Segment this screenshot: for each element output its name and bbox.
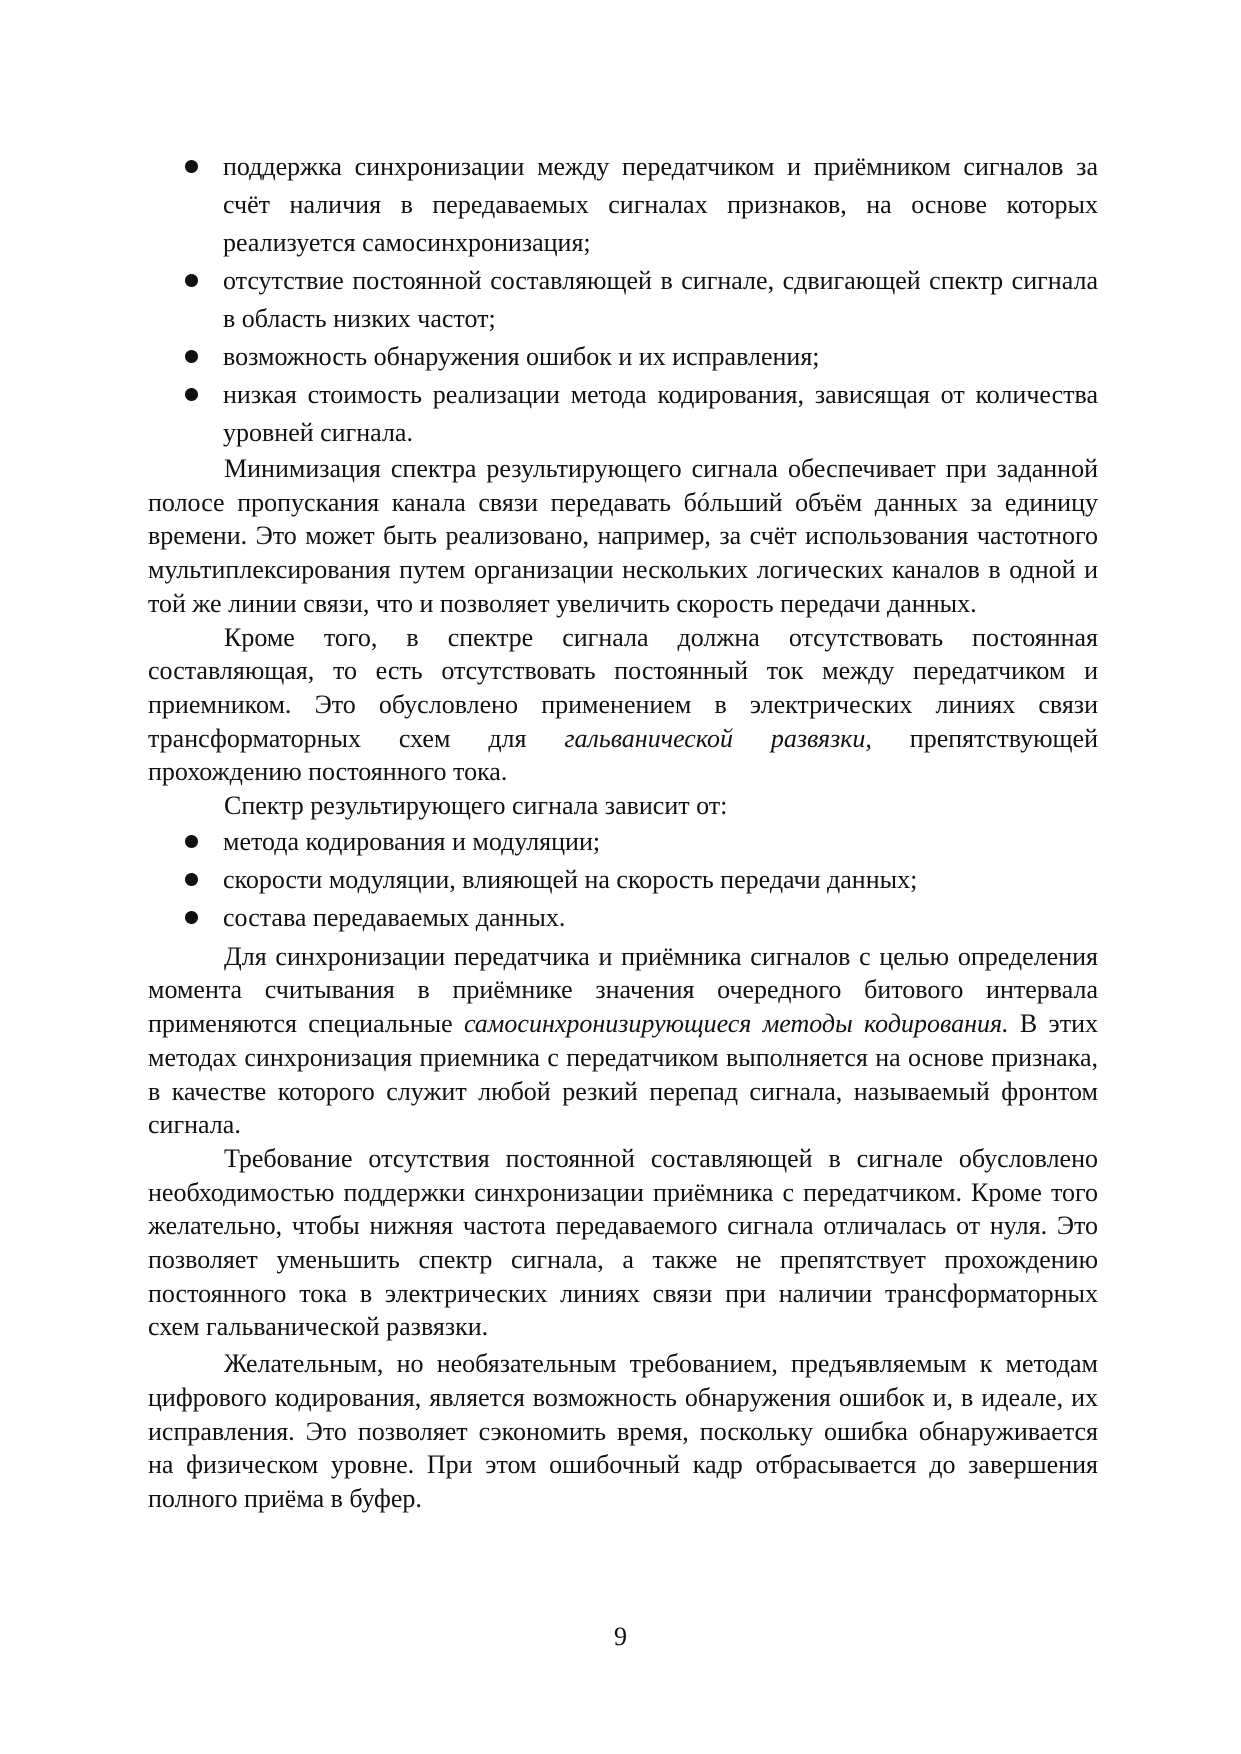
coding-requirements-list [148,148,1098,452]
list-item-text: низкая стоимость реализации метода кодирования, зависящая от количества уровней сигнала. [223,380,1098,447]
paragraph-spectrum-depends: Спектр результирующего сигнала зависит от: [224,791,728,821]
bullet-icon [185,835,198,848]
list-item [148,148,1098,262]
page-number: 9 [614,1622,627,1651]
paragraph-dc-requirement: Требование отсутствия постоянной составляющей в сигнале обусловлено необходимостью поддержки синхронизации приёмника с передатчиком. Кроме того желательно, чтобы нижняя частота передаваемого сигнала отличалась от нуля. Это позволяет уменьшить спектр сигнала, а также не препятствует прохождению постоянного тока в электрических линиях связи при наличии трансформаторных схем гальванической развязки. [148,1143,1098,1342]
paragraph-text: препятствующей прохождению постоянного тока. [148,723,1098,787]
list-item [148,376,1098,452]
emphasis-term: самосинхронизирующиеся методы кодирования. [463,1009,1009,1039]
list-item-text: поддержка синхронизации между передатчиком и приёмником сигналов за счёт наличия в передаваемых сигналах признаков, на основе которых реализуется самосинхронизация; [223,152,1098,257]
bullet-icon [185,873,198,886]
paragraph-error-detection: Желательным, но необязательным требованием, предъявляемым к методам цифрового кодирования, является возможность обнаружения ошибок и, в идеале, их исправления. Это позволяет сэкономить время, поскольку ошибка обнаруживается на физическом уровне. При этом ошибочный кадр отбрасывается до завершения полного приёма в буфер. [148,1349,1098,1513]
list-item [148,823,1098,861]
bullet-icon [185,160,198,173]
paragraph-self-sync [148,940,1098,1142]
spectrum-factors-list [148,823,1098,937]
paragraph-spectrum-minimization: Минимизация спектра результирующего сигнала обеспечивает при заданной полосе пропускания канала связи передавать бóльший объём данных за единицу времени. Это может быть реализовано, например, за счёт использования частотного мультиплексирования путем организации нескольких логических каналов в одной и той же линии связи, что и позволяет увеличить скорость передачи данных. [148,454,1098,618]
bullet-icon [185,388,198,401]
list-item-text: состава передаваемых данных. [223,902,566,932]
bullet-icon [185,274,198,287]
paragraph-text: Для синхронизации передатчика и приёмника сигналов с целью определения момента считывания в приёмнике значения очередного битового интервала применяются специальные [148,941,1098,1039]
list-item-text: возможность обнаружения ошибок и их исправления; [223,342,820,371]
paragraph-dc-component [148,621,1098,790]
list-item [148,338,1098,376]
list-item [148,262,1098,338]
list-item [148,899,1098,937]
list-item-text: метода кодирования и модуляции; [223,826,601,856]
page-body [148,148,1098,1516]
paragraph-text: В этих методах синхронизация приемника с передатчиком выполняется на основе признака, в качестве которого служит любой резкий перепад сигнала, называемый фронтом сигнала. [148,1009,1098,1140]
paragraph-text: Кроме того, в спектре сигнала должна отсутствовать постоянная составляющая, то есть отсутствовать постоянный ток между передатчиком и приемником. Это обусловлено применением в электрических линиях связи трансформаторных схем для [148,622,1098,753]
list-item-text: скорости модуляции, влияющей на скорость передачи данных; [223,864,918,894]
bullet-icon [185,350,198,363]
list-item-text: отсутствие постоянной составляющей в сигнале, сдвигающей спектр сигнала в область низких частот; [223,266,1098,333]
list-item [148,861,1098,899]
bullet-icon [185,911,198,924]
emphasis-term: гальванической развязки, [564,723,872,753]
